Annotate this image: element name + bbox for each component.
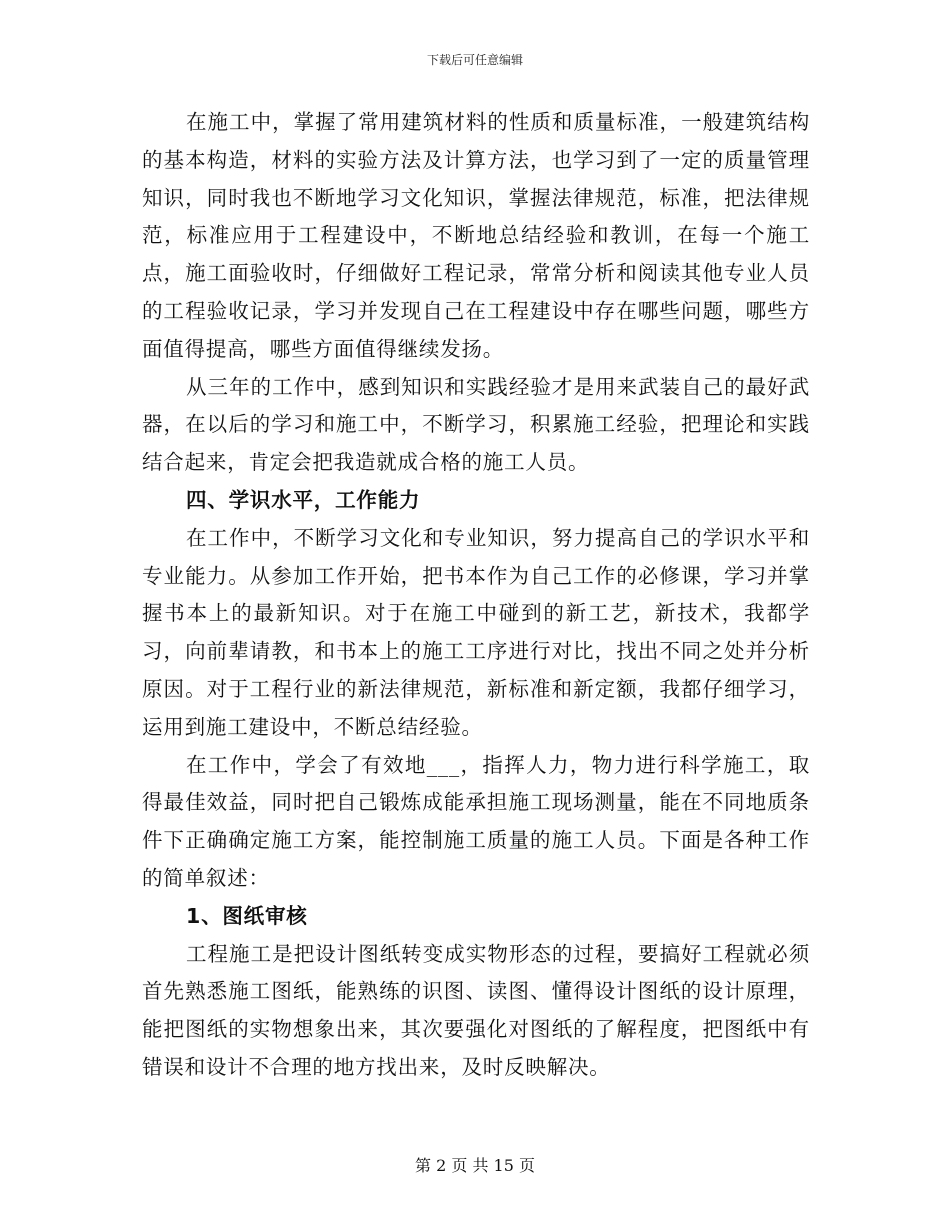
subsection-heading-drawing-review: 1、图纸审核 xyxy=(186,903,308,928)
paragraph-learning-professional-knowledge: 在工作中，不断学习文化和专业知识，努力提高自己的学识水平和专业能力。从参加工作开始，把书本作为自己工作的必修课，学习并掌握书本上的最新知识。对于在施工中碰到的新工艺，新技术，我都学习，向前辈请教，和书本上的施工工序进行对比，找出不同之处并分析原因。对于工程行业的新法律规范，新标准和新定额，我都仔细学习，运用到施工建设中，不断总结经验。 xyxy=(142,525,810,739)
page-number: 第 2 页 共 15 页 xyxy=(415,1156,535,1175)
paragraph-materials-knowledge: 在施工中，掌握了常用建筑材料的性质和质量标准，一般建筑结构的基本构造，材料的实验方法及计算方法，也学习到了一定的质量管理知识，同时我也不断地学习文化知识，掌握法律规范，标准，把法律规范，标准应用于工程建设中，不断地总结经验和教训，在每一个施工点，施工面验收时，仔细做好工程记录，常常分析和阅读其他专业人员的工程验收记录，学习并发现自己在工程建设中存在哪些问题，哪些方面值得提高，哪些方面值得继续发扬。 xyxy=(142,110,810,361)
paragraph-drawing-review: 工程施工是把设计图纸转变成实物形态的过程，要搞好工程就必须首先熟悉施工图纸，能熟练的识图、读图、懂得设计图纸的设计原理，能把图纸的实物想象出来，其次要强化对图纸的了解程度，把图纸中有错误和设计不合理的地方找出来，及时反映解决。 xyxy=(142,941,810,1079)
paragraph-effective-management: 在工作中，学会了有效地___，指挥人力，物力进行科学施工，取得最佳效益，同时把自己锻炼成能承担施工现场测量，能在不同地质条件下正确确定施工方案，能控制施工质量的施工人员。下面是各种工作的简单叙述： xyxy=(142,752,810,890)
paragraph-three-years-experience: 从三年的工作中，感到知识和实践经验才是用来武装自己的最好武器，在以后的学习和施工中，不断学习，积累施工经验，把理论和实践结合起来，肯定会把我造就成合格的施工人员。 xyxy=(142,374,810,475)
page-header-note: 下载后可任意编辑 xyxy=(426,53,523,67)
document-body xyxy=(142,104,810,1087)
section-heading-knowledge-ability: 四、学识水平，工作能力 xyxy=(186,487,421,512)
